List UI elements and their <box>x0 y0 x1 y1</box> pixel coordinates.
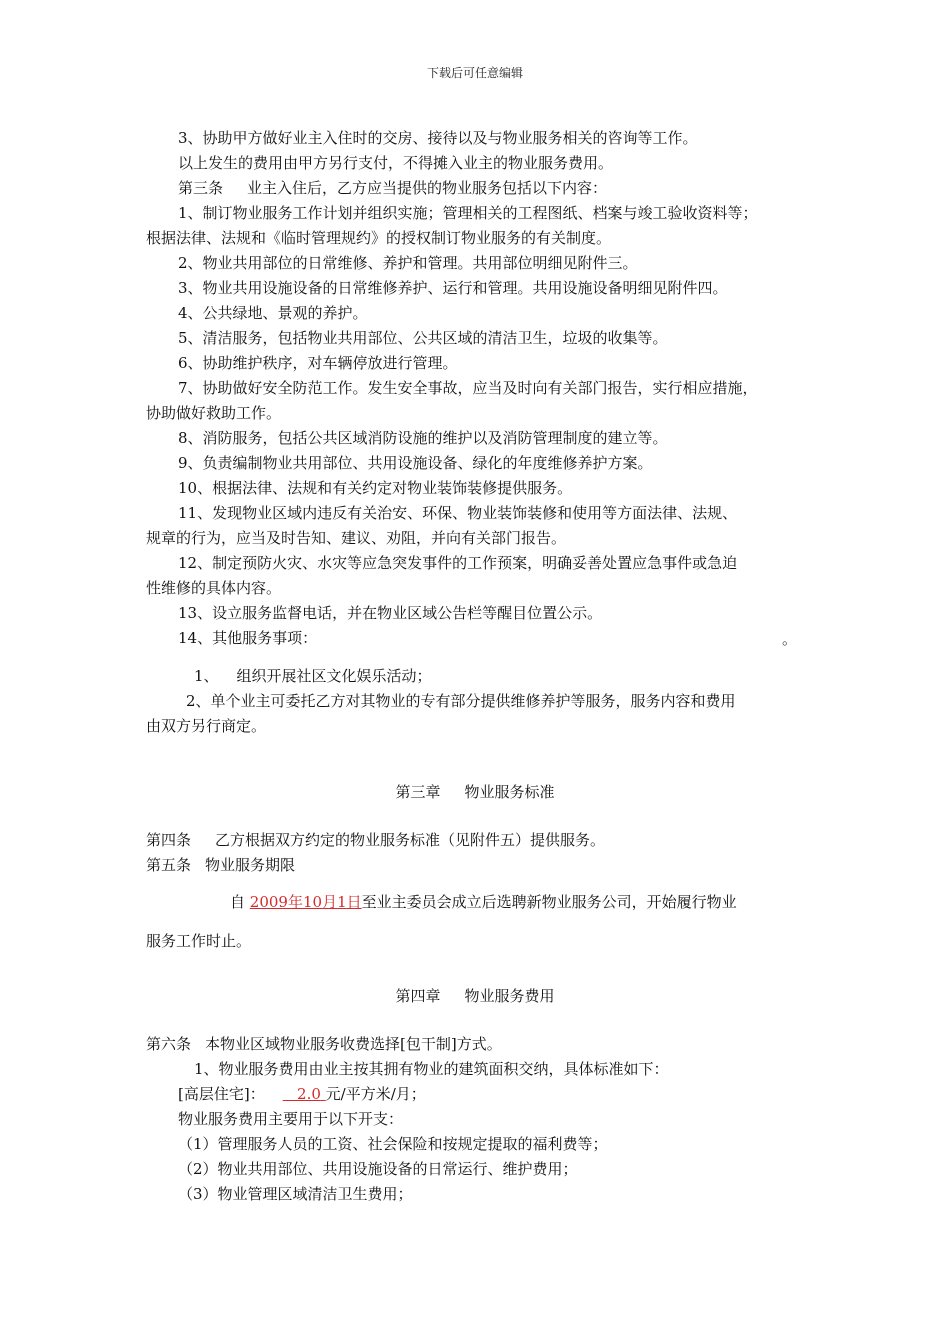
service-item-11a: 11、发现物业区域内违反有关治安、环保、物业装饰装修和使用等方面法律、法规、 <box>178 504 738 522</box>
service-item-8: 8、消防服务，包括公共区域消防设施的维护以及消防管理制度的建立等。 <box>178 429 668 447</box>
chapter-4-heading <box>0 985 950 1006</box>
term-year: 2009 <box>249 893 288 911</box>
chapter-4-title: 物业服务费用 <box>464 987 555 1005</box>
service-item-13: 13、设立服务监督电话，并在物业区域公告栏等醒目位置公示。 <box>178 604 603 622</box>
fee-label: [高层住宅]： <box>178 1085 265 1103</box>
service-item-3: 3、物业共用设施设备的日常维修养护、运行和管理。共用设施设备明细见附件四。 <box>178 279 728 297</box>
article-6-text: 本物业区域物业服务收费选择[包干制]方式。 <box>205 1035 502 1053</box>
term-month: 10 <box>303 893 323 911</box>
chapter-3-label: 第三章 <box>395 783 441 801</box>
service-term-line2: 服务工作时止。 <box>146 932 252 950</box>
service-item-14-end: 。 <box>782 630 798 648</box>
service-item-14: 14、其他服务事项： <box>178 629 318 647</box>
article-3-text: 业主入住后，乙方应当提供的物业服务包括以下内容： <box>247 179 608 197</box>
term-month-unit: 月 <box>322 893 338 911</box>
article-4-text: 乙方根据双方约定的物业服务标准（见附件五）提供服务。 <box>215 831 606 849</box>
service-item-10: 10、根据法律、法规和有关约定对物业装饰装修提供服务。 <box>178 479 573 497</box>
sub-item-2b: 由双方另行商定。 <box>146 717 267 735</box>
term-day: 1 <box>337 893 347 911</box>
article-5-text: 物业服务期限 <box>205 856 296 874</box>
chapter-3-heading <box>0 781 950 802</box>
sub-item-2a: 2、单个业主可委托乙方对其物业的专有部分提供维修养护等服务，服务内容和费用 <box>186 692 736 710</box>
service-item-4: 4、公共绿地、景观的养护。 <box>178 304 368 322</box>
sub-item-1 <box>194 666 432 686</box>
service-item-2: 2、物业共用部位的日常维修、养护和管理。共用部位明细见附件三。 <box>178 254 638 272</box>
service-item-11b: 规章的行为，应当及时告知、建议、劝阻，并向有关部门报告。 <box>146 529 567 547</box>
usage-item-3: （3）物业管理区域清洁卫生费用； <box>178 1185 413 1203</box>
cost-note: 以上发生的费用由甲方另行支付，不得摊入业主的物业服务费用。 <box>178 154 614 172</box>
article-4 <box>146 830 605 850</box>
chapter-4-label: 第四章 <box>395 987 441 1005</box>
service-item-12a: 12、制定预防火灾、水灾等应急突发事件的工作预案，明确妥善处置应急事件或急迫 <box>178 554 738 572</box>
fee-standard <box>178 1084 426 1104</box>
service-item-5: 5、清洁服务，包括物业共用部位、公共区域的清洁卫生，垃圾的收集等。 <box>178 329 668 347</box>
service-item-1a: 1、制订物业服务工作计划并组织实施；管理相关的工程图纸、档案与竣工验收资料等； <box>178 204 758 222</box>
article-4-label: 第四条 <box>146 831 192 849</box>
service-item-7a: 7、协助做好安全防范工作。发生安全事故，应当及时向有关部门报告，实行相应措施， <box>178 379 758 397</box>
chapter-3-title: 物业服务标准 <box>464 783 555 801</box>
article-6-label: 第六条 <box>146 1035 192 1053</box>
item-3: 3、协助甲方做好业主入住时的交房、接待以及与物业服务相关的咨询等工作。 <box>178 129 698 147</box>
service-item-7b: 协助做好救助工作。 <box>146 404 282 422</box>
service-item-6: 6、协助维护秩序，对车辆停放进行管理。 <box>178 354 458 372</box>
article-5 <box>146 855 295 875</box>
usage-item-2: （2）物业共用部位、共用设施设备的日常运行、维护费用； <box>178 1160 578 1178</box>
sub-item-1-num: 1、 <box>194 667 219 685</box>
service-item-1b: 根据法律、法规和《临时管理规约》的授权制订物业服务的有关制度。 <box>146 229 612 247</box>
fee-basis: 1、物业服务费用由业主按其拥有物业的建筑面积交纳，具体标准如下： <box>194 1060 669 1078</box>
term-prefix: 自 <box>230 893 246 911</box>
article-6 <box>146 1034 502 1054</box>
page-header: 下载后可任意编辑 <box>426 66 523 80</box>
term-year-unit: 年 <box>287 893 303 911</box>
article-3 <box>178 178 607 198</box>
sub-item-1-text: 组织开展社区文化娱乐活动； <box>236 667 432 685</box>
term-day-unit: 日 <box>346 893 362 911</box>
fee-unit: 元/平方米/月； <box>325 1085 426 1103</box>
fee-value: 2.0 <box>297 1085 321 1103</box>
usage-item-1: （1）管理服务人员的工资、社会保险和按规定提取的福利费等； <box>178 1135 608 1153</box>
article-3-label: 第三条 <box>178 179 224 197</box>
article-5-label: 第五条 <box>146 856 192 874</box>
service-item-9: 9、负责编制物业共用部位、共用设施设备、绿化的年度维修养护方案。 <box>178 454 653 472</box>
service-item-12b: 性维修的具体内容。 <box>146 579 282 597</box>
service-term <box>230 892 737 912</box>
usage-intro: 物业服务费用主要用于以下开支： <box>178 1110 404 1128</box>
term-suffix: 至业主委员会成立后选聘新物业服务公司，开始履行物业 <box>361 893 737 911</box>
